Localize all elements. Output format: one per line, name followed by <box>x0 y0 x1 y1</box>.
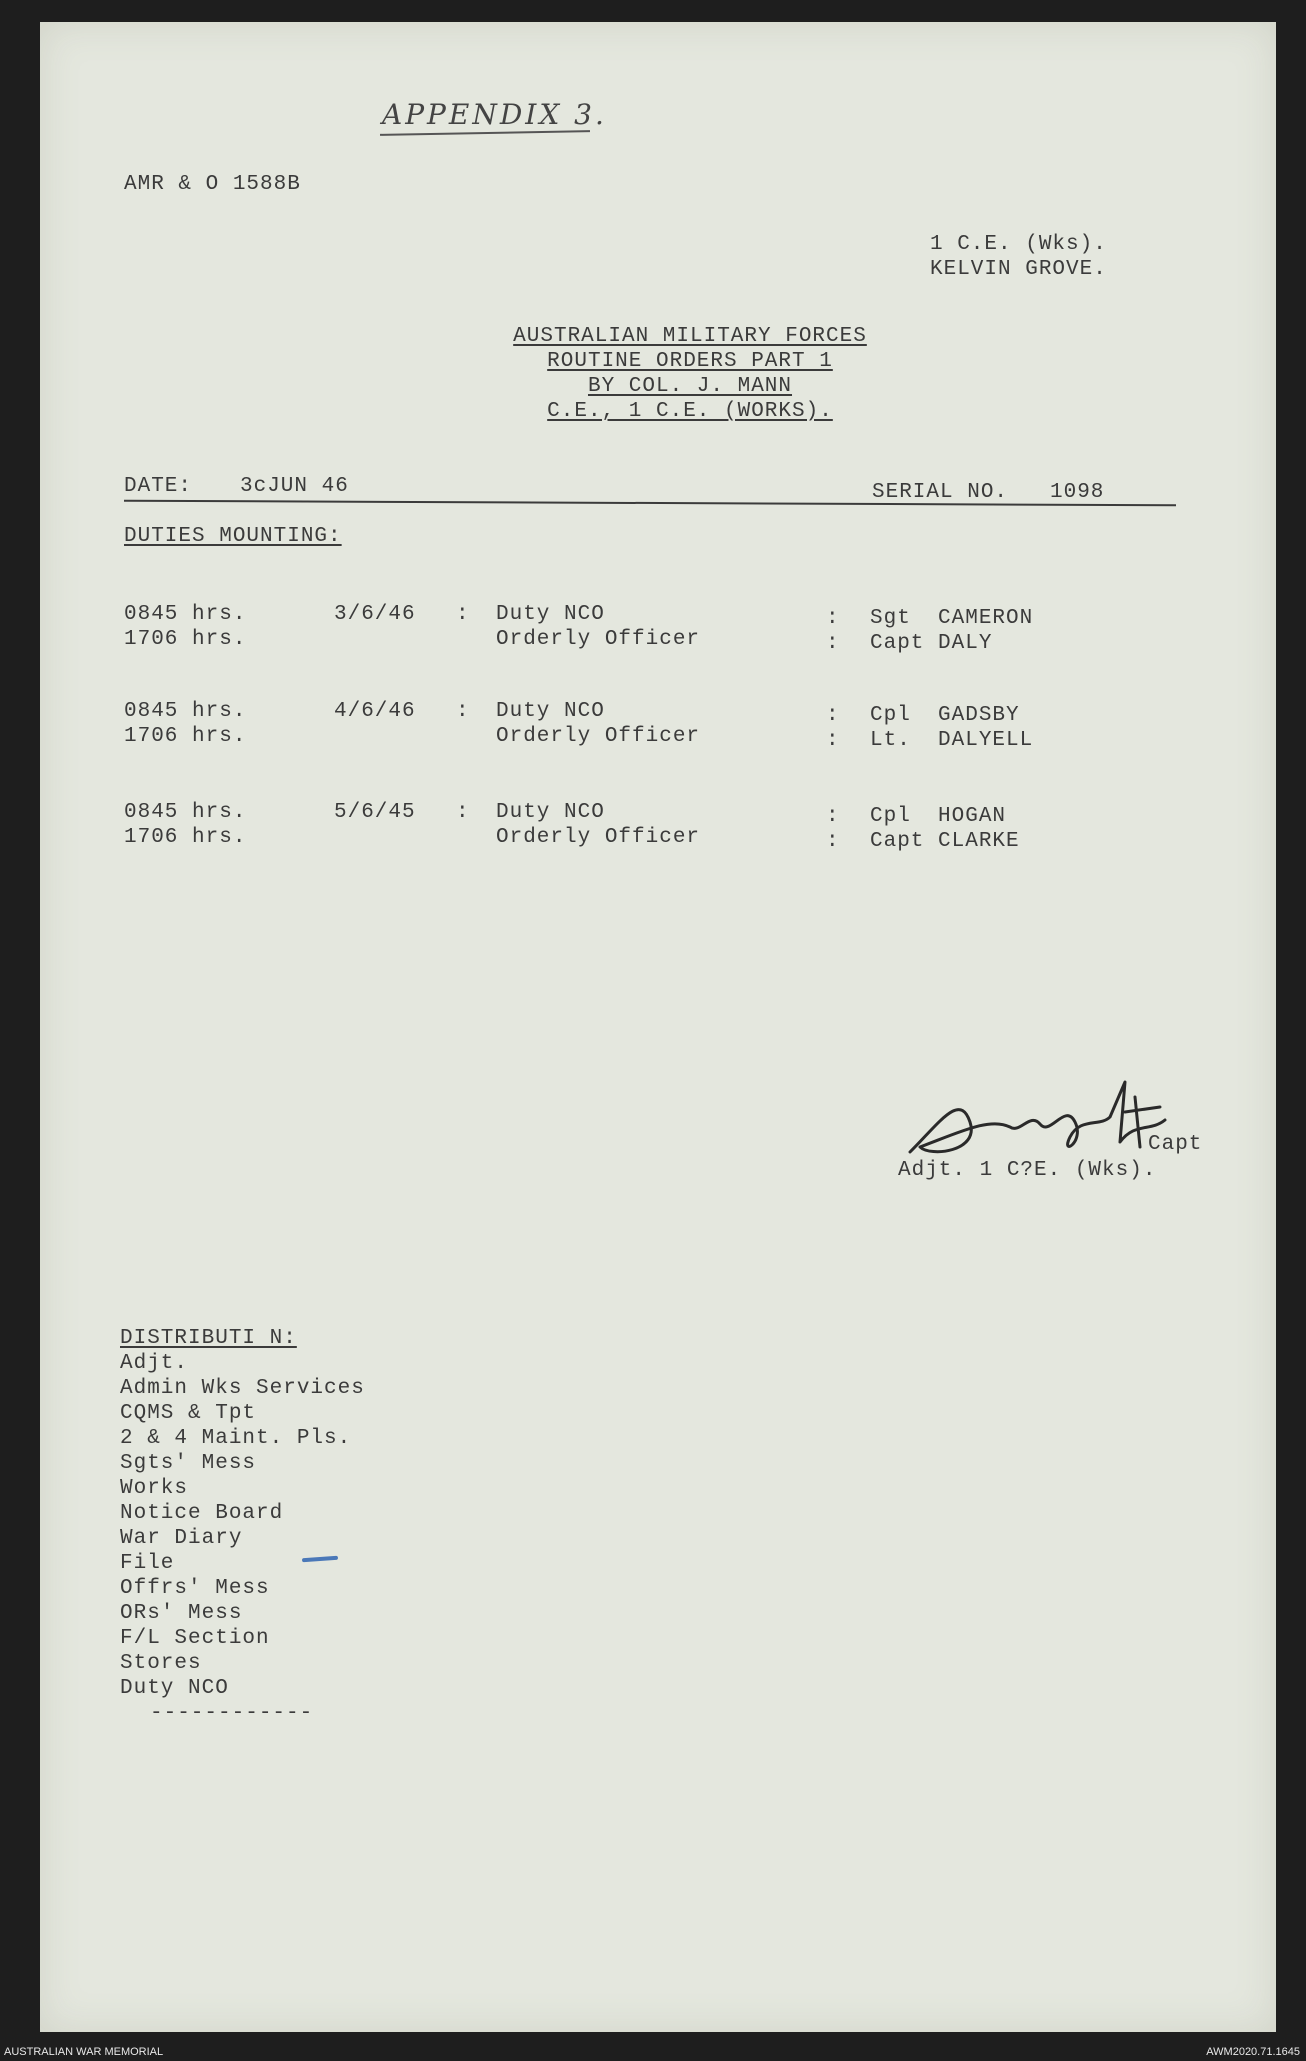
distribution-item: File <box>120 1552 175 1575</box>
header-line-4: C.E., 1 C.E. (WORKS). <box>547 400 833 423</box>
header-line-2: ROUTINE ORDERS PART 1 <box>547 350 833 373</box>
footer-archive-ref: AWM2020.71.1645 <box>1206 2046 1300 2058</box>
colon-icon: : <box>826 830 840 853</box>
distribution-item: Adjt. <box>120 1352 189 1375</box>
duty-time-2: 1706 hrs. <box>124 725 247 748</box>
duty-time-2: 1706 hrs. <box>124 826 247 849</box>
unit-line-1: 1 C.E. (Wks). <box>930 233 1107 256</box>
duty-person-1: Cpl GADSBY <box>870 704 1020 727</box>
duty-role-1: Duty NCO <box>496 603 605 626</box>
distribution-end-rule: ------------ <box>150 1702 314 1725</box>
distribution-item: Notice Board <box>120 1502 284 1525</box>
header-line-3: BY COL. J. MANN <box>587 375 793 398</box>
colon-icon: : <box>456 603 470 626</box>
distribution-item: Works <box>120 1477 189 1500</box>
duty-role-2: Orderly Officer <box>496 826 701 849</box>
duty-time-2: 1706 hrs. <box>124 628 247 651</box>
date-value: 3cJUN 46 <box>240 475 349 498</box>
duty-role-1: Duty NCO <box>496 801 605 824</box>
duty-person-2: Capt DALY <box>870 632 993 655</box>
duty-role-2: Orderly Officer <box>496 628 701 651</box>
distribution-item: War Diary <box>120 1527 243 1550</box>
date-label: DATE: <box>124 475 193 498</box>
reference-number: AMR & O 1588B <box>124 173 301 196</box>
distribution-item: Stores <box>120 1652 202 1675</box>
colon-icon: : <box>826 632 840 655</box>
header-line-1: AUSTRALIAN MILITARY FORCES <box>513 325 867 348</box>
duty-date: 5/6/45 <box>334 801 416 824</box>
colon-icon: : <box>826 704 840 727</box>
unit-line-2: KELVIN GROVE. <box>930 258 1107 281</box>
distribution-heading: DISTRIBUTI N: <box>120 1327 297 1350</box>
document-sheet <box>40 22 1276 2032</box>
colon-icon: : <box>456 801 470 824</box>
duty-date: 3/6/46 <box>334 603 416 626</box>
duty-person-1: Cpl HOGAN <box>870 805 1007 828</box>
colon-icon: : <box>826 729 840 752</box>
duty-time-1: 0845 hrs. <box>124 801 247 824</box>
colon-icon: : <box>826 805 840 828</box>
duty-time-1: 0845 hrs. <box>124 603 247 626</box>
distribution-item: F/L Section <box>120 1627 270 1650</box>
distribution-item: CQMS & Tpt <box>120 1402 257 1425</box>
colon-icon: : <box>826 607 840 630</box>
duty-role-2: Orderly Officer <box>496 725 701 748</box>
distribution-item: 2 & 4 Maint. Pls. <box>120 1427 352 1450</box>
appendix-underline <box>380 130 590 136</box>
duties-heading: DUTIES MOUNTING: <box>124 525 342 548</box>
distribution-item: Admin Wks Services <box>120 1377 365 1400</box>
appendix-handwritten: APPENDIX 3. <box>382 98 607 131</box>
signature-title: Adjt. 1 C?E. (Wks). <box>898 1159 1157 1182</box>
duty-date: 4/6/46 <box>334 700 416 723</box>
duty-person-2: Capt CLARKE <box>870 830 1020 853</box>
signature-rank: Capt <box>1148 1133 1203 1156</box>
colon-icon: : <box>456 700 470 723</box>
serial-label: SERIAL NO. <box>872 481 1009 504</box>
distribution-item: Offrs' Mess <box>120 1577 270 1600</box>
date-serial-rule <box>124 500 1176 507</box>
blue-pencil-mark <box>302 1556 338 1563</box>
duty-role-1: Duty NCO <box>496 700 605 723</box>
duty-time-1: 0845 hrs. <box>124 700 247 723</box>
distribution-item: Sgts' Mess <box>120 1452 257 1475</box>
distribution-item: Duty NCO <box>120 1677 229 1700</box>
duty-person-2: Lt. DALYELL <box>870 729 1034 752</box>
duty-person-1: Sgt CAMERON <box>870 607 1034 630</box>
distribution-item: ORs' Mess <box>120 1602 243 1625</box>
footer-archive-name: AUSTRALIAN WAR MEMORIAL <box>4 2046 164 2058</box>
serial-value: 1098 <box>1050 481 1105 504</box>
